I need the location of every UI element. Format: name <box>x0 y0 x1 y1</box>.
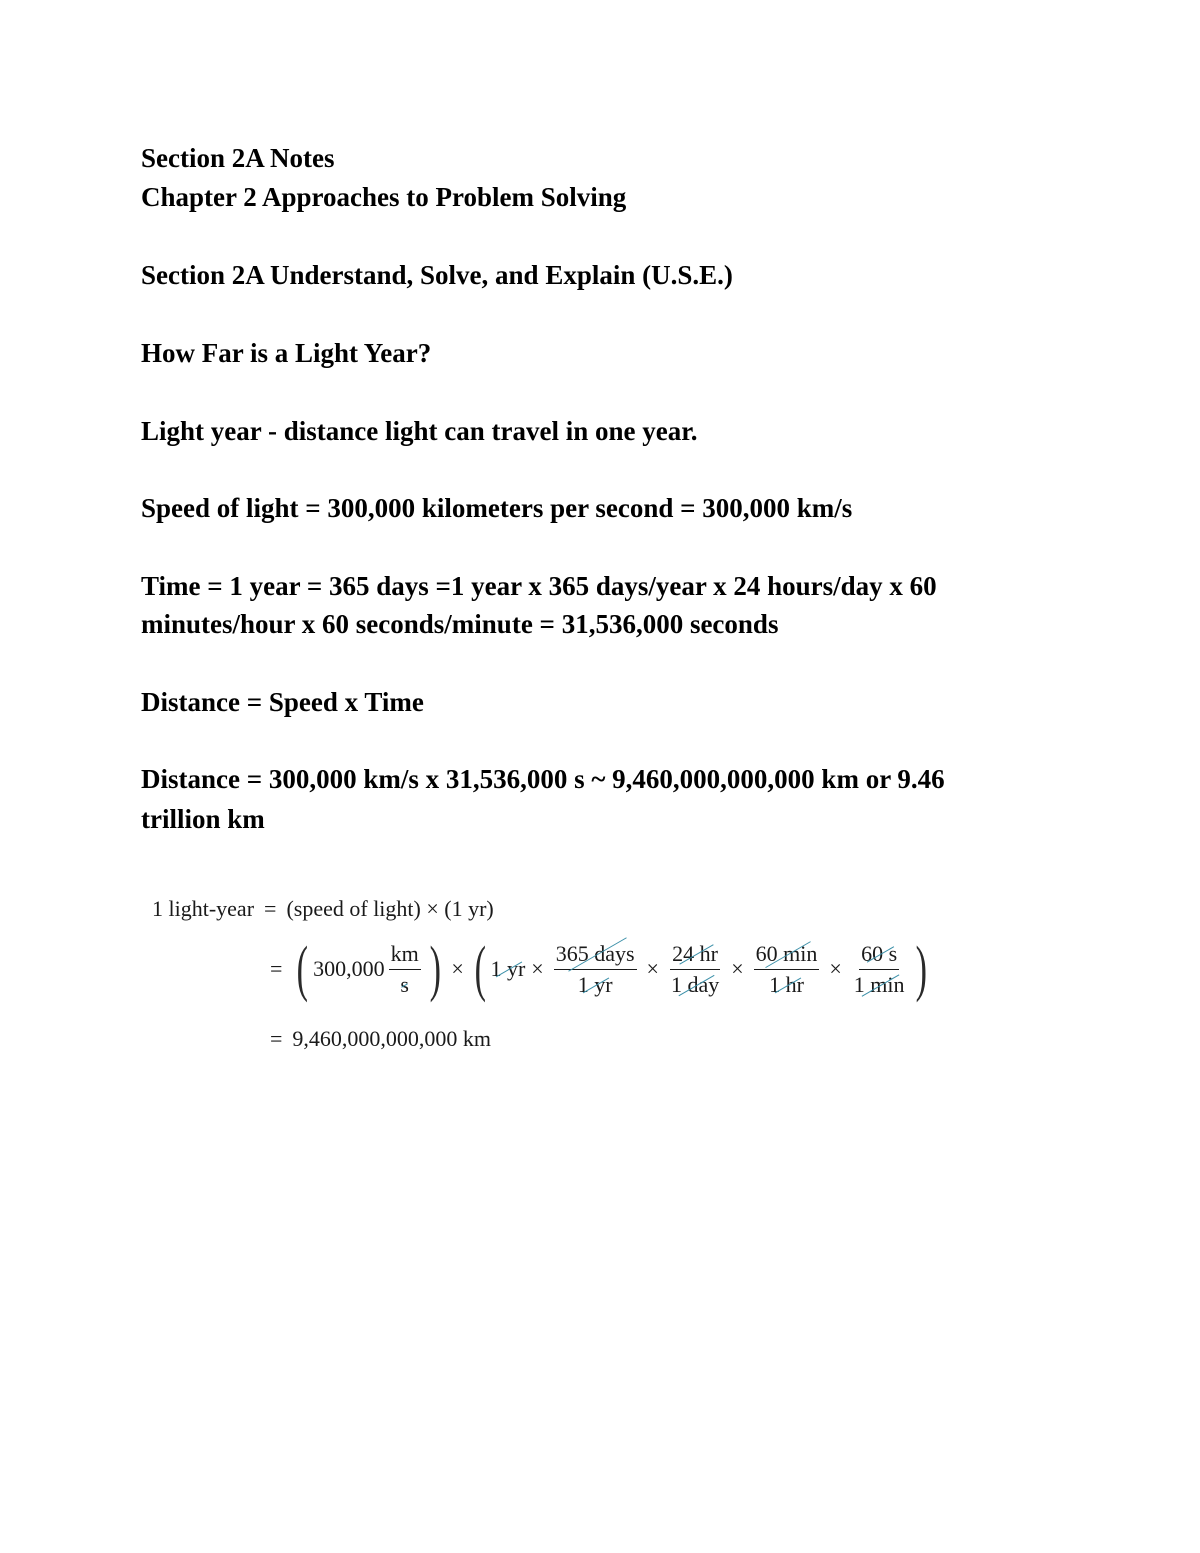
distance-line-1: Distance = 300,000 km/s x 31,536,000 s ~ 9,460,000,000,000 km or 9.46 <box>141 764 945 794</box>
equation-lhs: 1 light-year <box>152 896 255 921</box>
equals-sign: = <box>264 896 277 921</box>
time-line-1: Time = 1 year = 365 days =1 year x 365 days/year x 24 hours/day x 60 <box>141 571 937 601</box>
formula-line: Distance = Speed x Time <box>141 687 424 717</box>
notes-title: Section 2A Notes <box>141 143 335 173</box>
left-paren: ( <box>297 935 309 1003</box>
speed-unit-fraction <box>389 942 421 997</box>
fraction-numerator: 60 min <box>755 940 818 966</box>
right-paren: ) <box>429 935 441 1003</box>
question-heading: How Far is a Light Year? <box>141 338 432 368</box>
equation-row-1 <box>152 896 494 922</box>
fraction-numerator: 60 s <box>861 940 898 966</box>
time-line-2: minutes/hour x 60 seconds/minute = 31,536,000 seconds <box>141 609 779 639</box>
equation-row-2 <box>270 935 931 1003</box>
section-heading: Section 2A Understand, Solve, and Explain (U.S.E.) <box>141 260 733 290</box>
fraction-numerator: km <box>389 942 421 970</box>
speed-line: Speed of light = 300,000 kilometers per second = 300,000 km/s <box>141 493 853 523</box>
times-sign: × <box>731 956 744 981</box>
fraction-denominator: 1 hr <box>769 971 804 997</box>
seconds-per-minute-fraction <box>852 942 907 997</box>
equals-sign: = <box>270 956 283 981</box>
cancelled-unit: s <box>400 971 409 997</box>
hours-per-day-fraction <box>669 942 721 997</box>
left-paren: ( <box>474 935 486 1003</box>
times-sign: × <box>531 956 544 981</box>
distance-line-2: trillion km <box>141 804 265 834</box>
times-sign: × <box>646 956 659 981</box>
fraction-denominator: 1 yr <box>577 971 613 997</box>
fraction-numerator: 365 days <box>555 940 635 966</box>
light-year-equation <box>152 892 972 1062</box>
days-per-year-fraction <box>554 942 637 997</box>
cancelled-year: 1 yr <box>490 956 526 981</box>
right-paren: ) <box>915 935 927 1003</box>
equation-definition: (speed of light) × (1 yr) <box>286 896 494 921</box>
fraction-denominator: 1 min <box>853 971 905 997</box>
times-sign: × <box>451 956 464 981</box>
equals-sign: = <box>270 1026 283 1051</box>
equation-row-3 <box>270 1026 491 1052</box>
fraction-denominator: 1 day <box>670 971 720 997</box>
definition-line: Light year - distance light can travel in one year. <box>141 416 698 446</box>
equation-result: 9,460,000,000,000 km <box>292 1026 492 1051</box>
fraction-numerator: 24 hr <box>672 940 718 966</box>
speed-value: 300,000 <box>313 956 385 981</box>
chapter-heading: Chapter 2 Approaches to Problem Solving <box>141 182 627 212</box>
minutes-per-hour-fraction <box>754 942 820 997</box>
times-sign: × <box>829 956 842 981</box>
